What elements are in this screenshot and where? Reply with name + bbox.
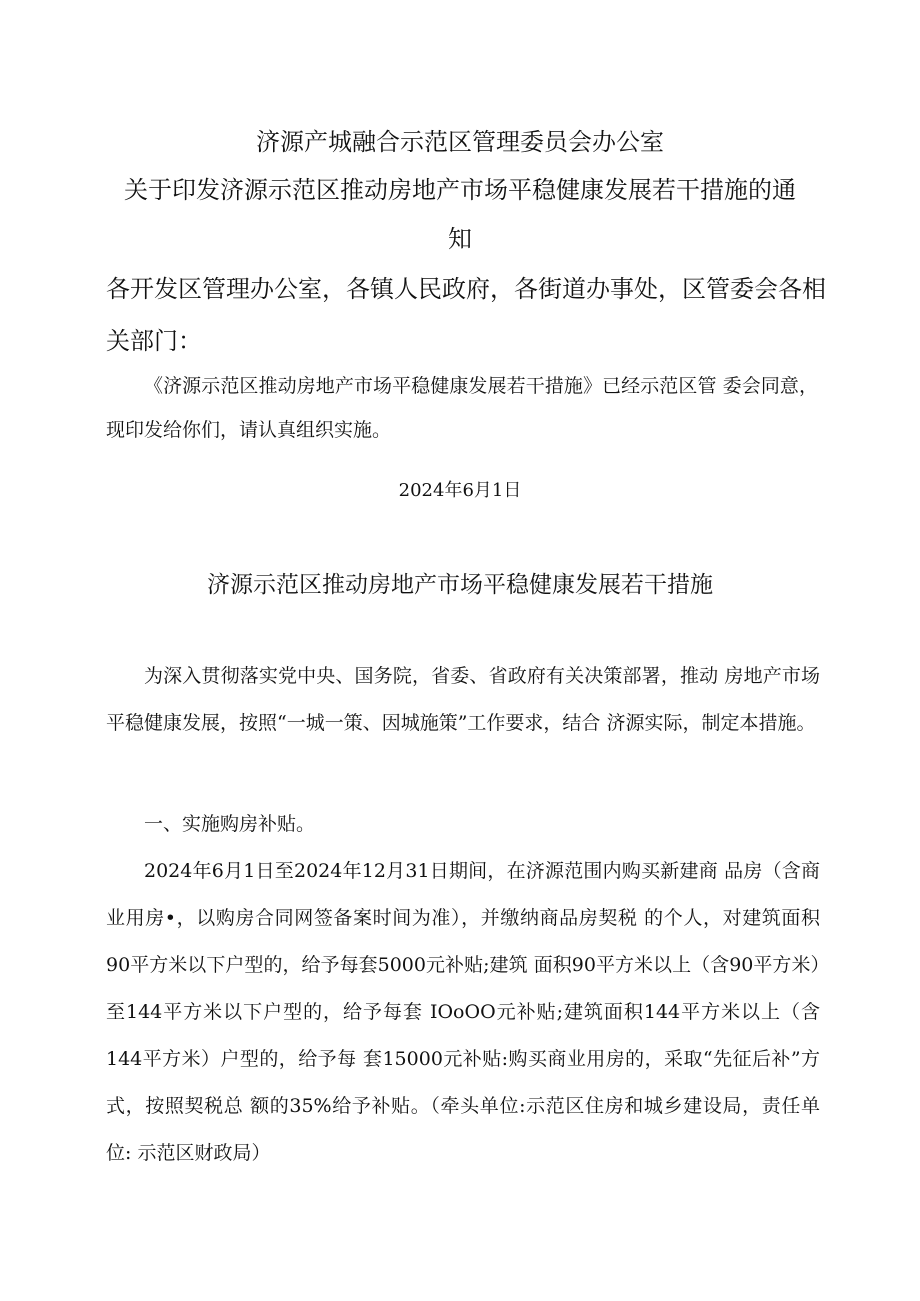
section-1-heading: 一、实施购房补贴。	[144, 813, 316, 835]
notice-title-line-2: 知	[448, 225, 472, 253]
intro-paragraph: 《济源示范区推动房地产市场平稳健康发展若干措施》已经示范区管 委会同意，现印发给你们，请认真组织实施。	[106, 375, 818, 441]
notice-title-line-1: 关于印发济源示范区推动房地产市场平稳健康发展若干措施的通	[124, 176, 796, 204]
measures-title: 济源示范区推动房地产市场平稳健康发展若干措施	[207, 572, 713, 598]
preface-paragraph: 为深入贯彻落实党中央、国务院，省委、省政府有关决策部署，推动 房地产市场平稳健康发展，按照“一城一策、因城施策”工作要求，结合 济源实际，制定本措施。	[106, 665, 820, 734]
office-title: 济源产城融合示范区管理委员会办公室	[256, 128, 664, 156]
addressee: 各开发区管理办公室，各镇人民政府，各街道办事处，区管委会各相关部门：	[106, 275, 826, 355]
issue-date: 2024年6月1日	[398, 480, 522, 501]
section-1-body: 2024年6月1日至2024年12月31日期间，在济源范围内购买新建商 品房（含商业用房•，以购房合同网签备案时间为准），并缴纳商品房契税 的个人，对建筑面积90平方米以下户型的，给予每套5000元补贴;建筑 面积90平方米以上（含90平方米）至144平方米以下户型的，给予每套 IOoOO元补贴;建筑面积144平方米以上（含144平方米）户型的，给予每 套15000元补贴:购买商业用房的，采取“先征后补”方式，按照契税总 额的35%给予补贴。（牵头单位:示范区住房和城乡建设局，责任单位: 示范区财政局）	[106, 860, 820, 1164]
